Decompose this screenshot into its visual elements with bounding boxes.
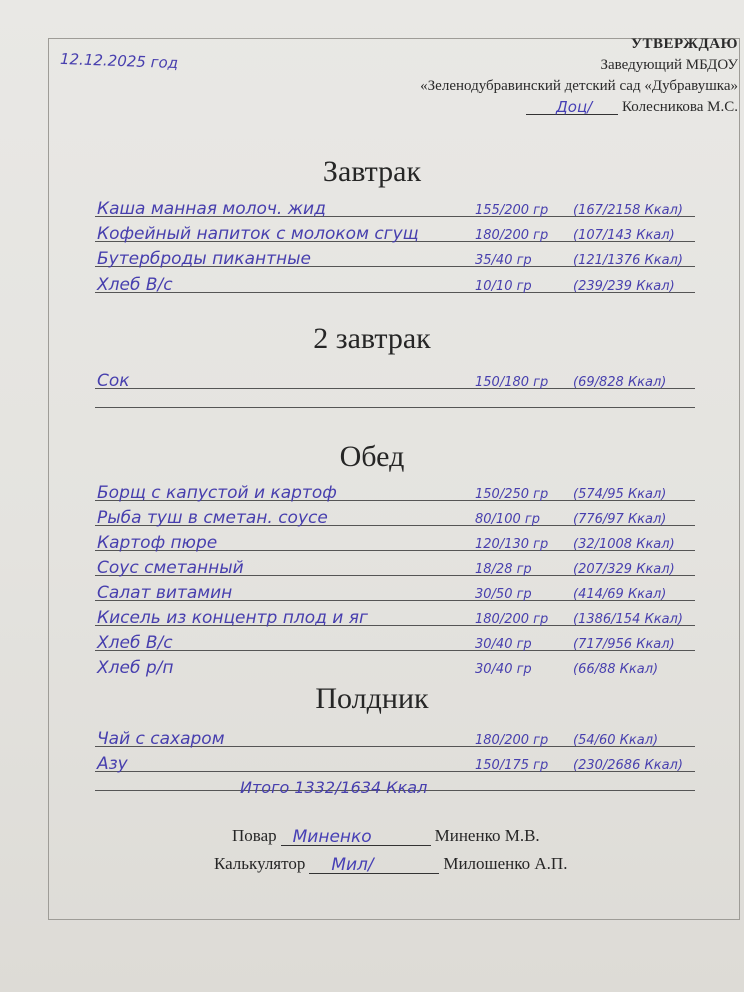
- menu-row: [95, 270, 695, 293]
- dish-weight: 35/40 гр: [475, 253, 532, 268]
- dish-kcal: (54/60 Ккал): [573, 733, 659, 748]
- approve-name: Колесникова М.С.: [622, 99, 738, 115]
- section-title-lunch: Обед: [339, 440, 405, 473]
- dish-name: Каша манная молоч. жид: [97, 199, 326, 219]
- menu-row: [95, 244, 695, 267]
- approve-position: Заведующий МБДОУ: [600, 57, 738, 73]
- dish-name: Рыба туш в сметан. соусе: [97, 508, 328, 528]
- menu-row: [95, 478, 695, 501]
- approve-signature-line: [526, 100, 618, 115]
- dish-kcal: (107/143 Ккал): [573, 228, 675, 243]
- dish-kcal: (66/88 Ккал): [573, 662, 659, 677]
- menu-row: [95, 219, 695, 242]
- calculator-signature: Мил/: [331, 855, 374, 875]
- dish-weight: 180/200 гр: [475, 228, 549, 243]
- menu-row: [95, 653, 695, 678]
- menu-row-blank: [95, 385, 695, 408]
- date-handwritten: 12.12.2025 год: [59, 49, 179, 73]
- dish-name: Салат витамин: [97, 583, 233, 603]
- menu-row: [95, 628, 695, 651]
- menu-row: [95, 553, 695, 576]
- cook-signature-row: [232, 826, 540, 846]
- dish-kcal: (776/97 Ккал): [573, 512, 667, 527]
- dish-kcal: (414/69 Ккал): [573, 587, 667, 602]
- approve-signature: Доц/: [556, 98, 593, 117]
- dish-weight: 150/175 гр: [475, 758, 549, 773]
- dish-kcal: (167/2158 Ккал): [573, 203, 683, 218]
- menu-row: [95, 503, 695, 526]
- dish-kcal: (69/828 Ккал): [573, 375, 667, 390]
- menu-row: [95, 578, 695, 601]
- dish-name: Сок: [97, 371, 130, 391]
- menu-row: [95, 528, 695, 551]
- menu-total: Итого 1332/1634 Ккал: [240, 778, 428, 797]
- dish-weight: 18/28 гр: [475, 562, 532, 577]
- approve-org: «Зеленодубравинский детский сад «Дубравушка»: [420, 78, 738, 94]
- dish-name: Хлеб В/с: [97, 275, 173, 295]
- menu-row: [95, 194, 695, 217]
- dish-weight: 180/200 гр: [475, 733, 549, 748]
- dish-name: Кофейный напиток с молоком сгущ: [97, 224, 419, 244]
- dish-name: Бутерброды пикантные: [97, 249, 311, 269]
- approval-block: [420, 34, 738, 118]
- dish-kcal: (574/95 Ккал): [573, 487, 667, 502]
- dish-weight: 120/130 гр: [475, 537, 549, 552]
- menu-row: [95, 724, 695, 747]
- approve-title: УТВЕРЖДАЮ: [630, 36, 738, 52]
- dish-weight: 180/200 гр: [475, 612, 549, 627]
- calculator-name: Милошенко А.П.: [443, 854, 568, 873]
- dish-kcal: (230/2686 Ккал): [573, 758, 683, 773]
- dish-kcal: (717/956 Ккал): [573, 637, 675, 652]
- calculator-signature-row: [214, 854, 567, 874]
- dish-kcal: (121/1376 Ккал): [573, 253, 683, 268]
- cook-name: Миненко М.В.: [434, 826, 540, 845]
- menu-row: [95, 603, 695, 626]
- dish-weight: 155/200 гр: [475, 203, 549, 218]
- dish-kcal: (32/1008 Ккал): [573, 537, 675, 552]
- dish-name: Борщ с капустой и картоф: [97, 483, 337, 503]
- dish-name: Хлеб р/п: [97, 658, 174, 678]
- dish-name: Соус сметанный: [97, 558, 244, 578]
- cook-signature: Миненко: [292, 827, 372, 847]
- dish-name: Азу: [97, 754, 128, 774]
- dish-weight: 30/40 гр: [475, 637, 532, 652]
- section-title-second-breakfast: 2 завтрак: [313, 322, 431, 355]
- dish-name: Кисель из концентр плод и яг: [97, 608, 368, 628]
- dish-kcal: (1386/154 Ккал): [573, 612, 683, 627]
- dish-kcal: (239/239 Ккал): [573, 279, 675, 294]
- section-title-snack: Полдник: [315, 682, 429, 715]
- cook-label: Повар: [232, 826, 277, 845]
- dish-weight: 30/40 гр: [475, 662, 532, 677]
- dish-name: Картоф пюре: [97, 533, 218, 553]
- calculator-signature-line: [309, 857, 439, 874]
- dish-kcal: (207/329 Ккал): [573, 562, 675, 577]
- dish-weight: 30/50 гр: [475, 587, 532, 602]
- dish-weight: 150/180 гр: [475, 375, 549, 390]
- dish-name: Хлеб В/с: [97, 633, 173, 653]
- dish-weight: 10/10 гр: [475, 279, 532, 294]
- approve-signature-row: [420, 97, 738, 118]
- dish-weight: 80/100 гр: [475, 512, 540, 527]
- dish-weight: 150/250 гр: [475, 487, 549, 502]
- calculator-label: Калькулятор: [214, 854, 306, 873]
- section-title-breakfast: Завтрак: [322, 155, 422, 188]
- cook-signature-line: [281, 829, 431, 846]
- dish-name: Чай с сахаром: [97, 729, 225, 749]
